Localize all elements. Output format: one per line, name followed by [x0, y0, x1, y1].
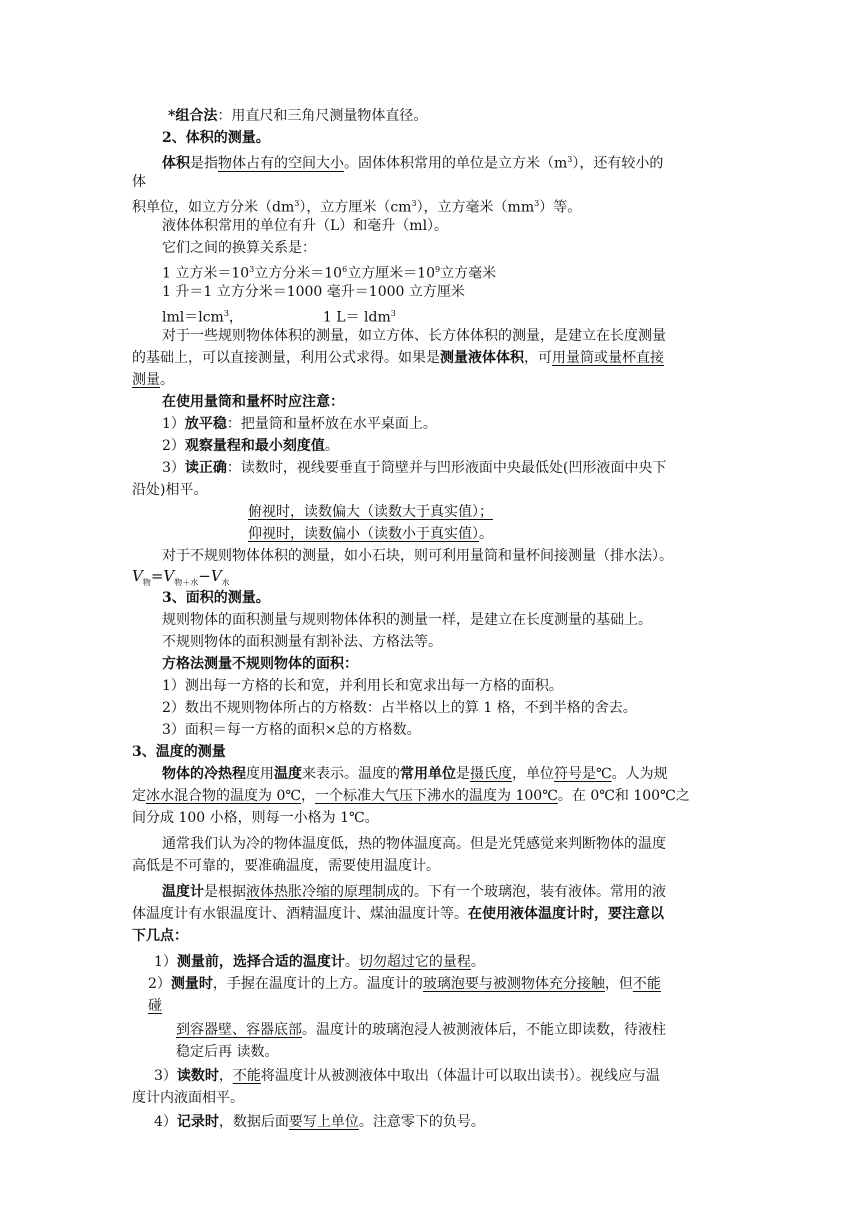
- text-run: 1）: [162, 416, 185, 432]
- list-item: 1）测出每一方格的长和宽，并利用长和宽求出每一方格的面积。: [162, 678, 563, 694]
- bold-text: 物体的冷热程: [162, 766, 246, 782]
- subheading: 在使用量筒和量杯时应注意：: [162, 394, 344, 410]
- section-heading-temperature: 3、温度的测量: [132, 744, 226, 760]
- bold-text: 温度计: [162, 884, 204, 900]
- paragraph-line: 下几点：: [132, 928, 188, 944]
- bold-text: 测量前，选择合适的温度计: [176, 954, 345, 970]
- paragraph-line: [132, 904, 664, 924]
- text-run: ，: [228, 309, 243, 326]
- paragraph-line: [162, 882, 666, 902]
- text-run: ，手握在温度计的上方。温度计的: [212, 976, 423, 992]
- text-run: 1）: [154, 954, 177, 970]
- text-run: 体温度计有水银温度计、酒精温度计、煤油温度计等。: [132, 906, 468, 922]
- text-run: 。固体体积常用的单位是立方米（m: [344, 155, 568, 172]
- superscript: 3: [294, 199, 300, 208]
- combination-method-term: *组合法: [168, 108, 218, 124]
- text-run: ：读数时，视线要垂直于筒壁并与凹形液面中央最低处(凹形液面中央下: [226, 460, 667, 476]
- underlined-text: 物体占有的空间大小: [218, 155, 344, 172]
- text-run: ：把量筒和量杯放在水平桌面上。: [226, 416, 437, 432]
- paragraph-line: 度计内液面相平。: [132, 1090, 244, 1106]
- text-run: 。: [160, 372, 174, 388]
- underlined-text: 一个标准大气压下沸水的温度为 100℃: [315, 788, 558, 804]
- text-run: 是指: [190, 155, 218, 172]
- text-run: 3）: [162, 460, 185, 476]
- text-run: 。: [479, 526, 493, 542]
- paragraph-line: [132, 370, 174, 390]
- text-run: 2）: [148, 976, 171, 992]
- text-run: 3）: [154, 1068, 177, 1084]
- paragraph-line: 对于一些规则物体体积的测量，如立方体、长方体体积的测量，是建立在长度测量: [162, 328, 666, 344]
- text-run: ，: [218, 1068, 233, 1084]
- underlined-text: 不能: [232, 1068, 261, 1084]
- list-item: [154, 1112, 485, 1132]
- text-run: 。温度计的玻璃泡浸人被测液体后，不能立即读数，待液柱: [302, 1022, 666, 1038]
- text-run: 定: [132, 788, 146, 804]
- text-run: 。注意零下的负号。: [358, 1114, 485, 1130]
- text-run: 。在 0℃和 100℃之: [557, 788, 690, 804]
- text-run: 的基础上，可以直接测量，利用公式求得。如果是: [132, 350, 440, 366]
- underlined-text: 用量筒或量杯直接: [552, 350, 664, 366]
- underlined-note: 俯视时，读数偏大（读数大于真实值）；: [248, 504, 493, 520]
- underlined-text: 仰视时，读数偏小（读数小于真实值）: [248, 526, 479, 542]
- text-run: 1 L＝ ldm: [322, 309, 391, 326]
- paragraph-line: [168, 106, 427, 126]
- superscript: 3: [390, 309, 396, 318]
- underlined-note: [248, 524, 493, 544]
- text-run: 立方厘米＝10: [347, 265, 436, 282]
- text-run: 4）: [154, 1114, 177, 1130]
- subheading: 方格法测量不规则物体的面积：: [162, 656, 358, 672]
- paragraph-line: 体: [132, 174, 146, 190]
- superscript: 3: [534, 199, 540, 208]
- section-heading-volume: 2、体积的测量。: [162, 130, 270, 146]
- text-run: ，单位: [512, 766, 554, 782]
- text-run: ，数据后面: [218, 1114, 289, 1130]
- superscript: 9: [435, 265, 441, 274]
- paragraph-line: 不规则物体的面积测量有割补法、方格法等。: [162, 634, 442, 650]
- bold-text: 观察量程和最小刻度值: [184, 438, 325, 454]
- text-run: ），立方毫米（mm: [416, 199, 535, 216]
- section-heading-area: 3、面积的测量。: [162, 590, 270, 606]
- text-run: 立方毫米: [440, 265, 497, 282]
- text-run: 2）: [162, 438, 185, 454]
- text-run: 是: [456, 766, 470, 782]
- bold-text: 在使用液体温度计时，要注意以: [468, 906, 664, 922]
- text-run: lml＝lcm: [162, 309, 224, 326]
- paragraph-line: [132, 786, 690, 806]
- text-run: 是根据: [204, 884, 246, 900]
- underlined-text: 符号是℃: [554, 766, 612, 782]
- bold-text: 读正确: [184, 460, 227, 476]
- underlined-text: 测量: [132, 372, 160, 388]
- superscript: 3: [249, 265, 255, 274]
- volume-term: 体积: [162, 155, 190, 172]
- underlined-text: 要写上单位: [288, 1114, 359, 1130]
- text-run: 的。下有一个玻璃泡，装有液体。常用的液: [400, 884, 666, 900]
- underlined-text: 到容器壁、容器底部: [176, 1022, 302, 1038]
- formula-symbol: =V: [150, 567, 175, 585]
- paragraph-line: [162, 150, 663, 174]
- underlined-text: 液体热胀冷缩的原理制成: [246, 884, 400, 900]
- paragraph-line: 液体体积常用的单位有升（L）和毫升（ml）。: [162, 218, 449, 234]
- paragraph-line: 它们之间的换算关系是：: [162, 240, 316, 256]
- underlined-text: 不能: [632, 976, 661, 992]
- text-run: 。: [344, 954, 359, 970]
- text-run: 积单位，如立方分米（dm: [132, 199, 295, 216]
- formula-symbol: −V: [198, 567, 222, 585]
- superscript: 3: [411, 199, 417, 208]
- paragraph-line: [176, 1020, 666, 1040]
- list-item: [162, 414, 437, 434]
- list-item: 3）面积＝每一方格的面积×总的方格数。: [162, 722, 421, 738]
- bold-text: 测量时: [170, 976, 213, 992]
- text-run: ，但: [604, 976, 633, 992]
- text-run: 。: [324, 438, 339, 454]
- text-run: 。人为规: [611, 766, 668, 782]
- formula-symbol: V: [132, 567, 143, 585]
- superscript: 3: [223, 309, 229, 318]
- superscript: 6: [342, 265, 348, 274]
- bold-text: 常用单位: [400, 766, 456, 782]
- paragraph-line: [132, 348, 664, 368]
- list-item: [162, 436, 339, 456]
- text-run: 。: [470, 954, 485, 970]
- text-run: ，可: [524, 350, 552, 366]
- text-run: ），立方厘米（cm: [299, 199, 412, 216]
- paragraph-line: 规则物体的面积测量与规则物体体积的测量一样，是建立在长度测量的基础上。: [162, 612, 652, 628]
- text-run: 将温度计从被测液体中取出（体温计可以取出读书）。视线应与温: [260, 1068, 660, 1084]
- paragraph-line: 对于不规则物体体积的测量，如小石块，则可利用量筒和量杯间接测量（排水法）。: [162, 548, 673, 564]
- subscript: 水: [221, 577, 230, 587]
- paragraph-line: [132, 194, 581, 218]
- list-item: [154, 1066, 660, 1086]
- paragraph-line: [162, 764, 668, 784]
- bold-text: 读数时: [176, 1068, 219, 1084]
- bold-text: 记录时: [176, 1114, 219, 1130]
- paragraph-line: 通常我们认为冷的物体温度低，热的物体温度高。但是光凭感觉来判断物体的温度: [162, 836, 666, 852]
- superscript: 3: [567, 155, 573, 164]
- paragraph-line: 碰: [148, 998, 162, 1014]
- paragraph-line: 沿处)相平。: [132, 482, 208, 498]
- text-run: 1 立方米＝10: [162, 265, 250, 282]
- paragraph-line: 稳定后再 读数。: [176, 1044, 279, 1060]
- subscript: 物＋水: [174, 577, 199, 587]
- list-item: [154, 952, 485, 972]
- text-run: 来表示。温度的: [302, 766, 400, 782]
- underlined-text: 切勿超过它的量程: [358, 954, 471, 970]
- text-run: ），还有较小的: [572, 155, 664, 172]
- text-run: ）等。: [539, 199, 582, 216]
- list-item: [162, 458, 666, 478]
- text-run: ，: [301, 788, 316, 804]
- conversion-line: [162, 260, 496, 284]
- underlined-text: 冰水混合物的温度为 0℃: [146, 788, 302, 804]
- bold-text: 测量液体体积: [440, 350, 524, 366]
- conversion-line: [162, 304, 396, 328]
- text-run: 度用: [246, 766, 274, 782]
- paragraph-line: 间分成 100 小格，则每一小格为 1℃。: [132, 810, 379, 826]
- text-run: 立方分米＝10: [254, 265, 343, 282]
- paragraph-line: 高低是不可靠的，要准确温度，需要使用温度计。: [132, 858, 440, 874]
- text-run: ：用直尺和三角尺测量物体直径。: [217, 108, 428, 124]
- bold-text: 温度: [274, 766, 302, 782]
- list-item: 2）数出不规则物体所占的方格数：占半格以上的算 1 格，不到半格的舍去。: [162, 700, 637, 716]
- bold-text: 放平稳: [184, 416, 227, 432]
- subscript: 物: [142, 577, 151, 587]
- underlined-text: 摄氏度: [470, 766, 512, 782]
- list-item: [148, 974, 661, 994]
- conversion-line: 1 升＝1 立方分米＝1000 毫升＝1000 立方厘米: [162, 284, 465, 300]
- underlined-text: 玻璃泡要与被测物体充分接触: [422, 976, 605, 992]
